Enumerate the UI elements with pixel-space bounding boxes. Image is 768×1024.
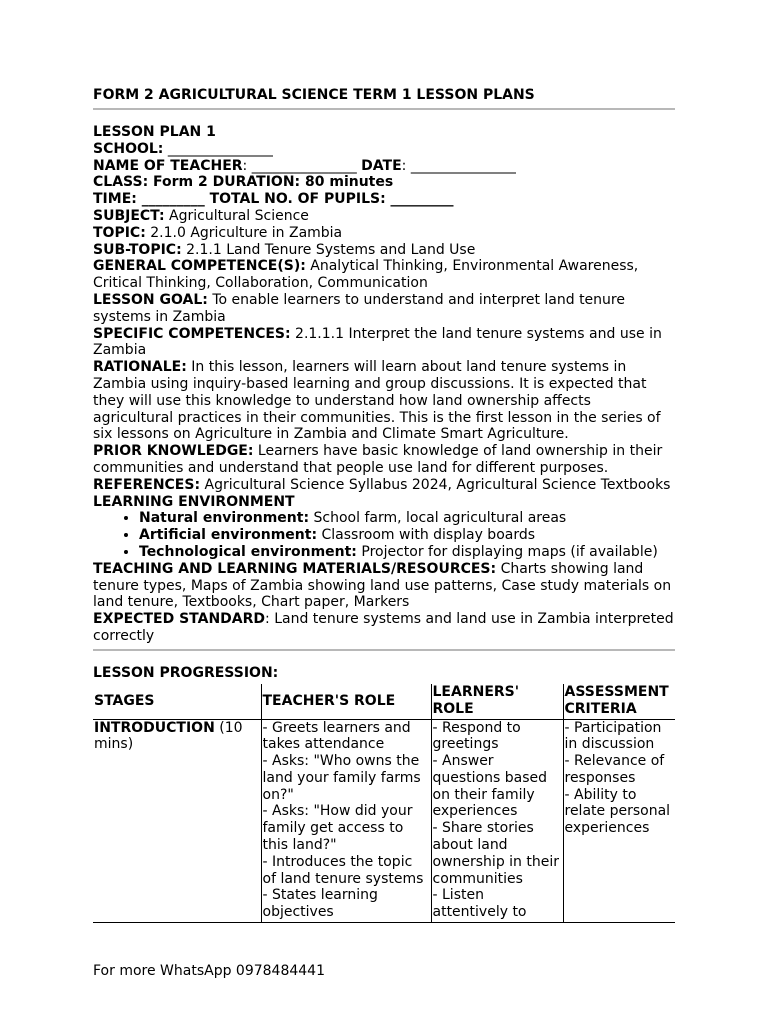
- time-line: TIME: _________ TOTAL NO. OF PUPILS: _________: [93, 191, 454, 208]
- learning-environment-heading: LEARNING ENVIRONMENT: [93, 493, 295, 510]
- lesson-goal: LESSON GOAL: To enable learners to understand and interpret land tenure systems in Zambia: [93, 291, 625, 325]
- learning-environment-list: [93, 510, 675, 560]
- class-line: CLASS: Form 2 DURATION: 80 minutes: [93, 174, 394, 191]
- references: REFERENCES: Agricultural Science Syllabus 2024, Agricultural Science Textbooks: [93, 476, 671, 493]
- lesson-details: [93, 124, 675, 645]
- teacher-line: NAME OF TEACHER: _______________ DATE: _______________: [93, 157, 516, 174]
- specific-competences: SPECIFIC COMPETENCES: 2.1.1.1 Interpret the land tenure systems and use in Zambia: [93, 325, 662, 359]
- footer-contact: For more WhatsApp 0978484441: [93, 963, 325, 979]
- prior-knowledge: PRIOR KNOWLEDGE: Learners have basic knowledge of land ownership in their communities and understand that people use land for different purposes.: [93, 443, 663, 476]
- general-competences: GENERAL COMPETENCE(S): Analytical Thinking, Environmental Awareness, Critical Thinking, Collaboration, Communication: [93, 258, 639, 292]
- header-learners-role: LEARNERS' ROLE: [431, 684, 563, 720]
- rationale: RATIONALE: In this lesson, learners will learn about land tenure systems in Zambia using inquiry-based learning and group discussions. It is expected that they will use this knowledge to understand how land ownership affects agricultural practices in their communities. This is the first lesson in the series of six lessons on Agriculture in Zambia and Climate Smart Agriculture.: [93, 359, 661, 443]
- lesson-progression-table: [93, 684, 675, 923]
- list-item: • Technological environment: Projector for displaying maps (if available): [139, 544, 675, 561]
- lesson-progression-heading: LESSON PROGRESSION:: [93, 664, 279, 681]
- assessment-cell: - Participation in discussion - Relevance of responses - Ability to relate personal experiences: [563, 719, 675, 922]
- section-divider: [93, 649, 675, 651]
- teacher-role-cell: - Greets learners and takes attendance - Asks: "Who owns the land your family farms on?" - Asks: "How did your family get access to this land?" - Introduces the topic of land tenure systems - States learning objectives: [261, 719, 431, 922]
- subtopic-line: SUB-TOPIC: 2.1.1 Land Tenure Systems and Land Use: [93, 241, 476, 258]
- header-stages: STAGES: [94, 692, 155, 709]
- document-page: [93, 86, 675, 923]
- expected-standard: EXPECTED STANDARD: Land tenure systems and land use in Zambia interpreted correctly: [93, 611, 674, 644]
- learners-role-cell: - Respond to greetings - Answer questions based on their family experiences - Share stories about land ownership in their communities - Listen attentively to: [431, 719, 563, 922]
- topic-line: TOPIC: 2.1.0 Agriculture in Zambia: [93, 224, 343, 241]
- stage-cell: INTRODUCTION (10 mins): [94, 719, 243, 753]
- list-item: • Natural environment: School farm, local agricultural areas: [139, 510, 675, 527]
- table-row: [93, 719, 675, 922]
- materials: TEACHING AND LEARNING MATERIALS/RESOURCES: Charts showing land tenure types, Maps of Zambia showing land use patterns, Case study materials on land tenure, Textbooks, Chart paper, Markers: [93, 560, 672, 611]
- title-divider: [93, 108, 675, 110]
- lesson-plan-heading: LESSON PLAN 1: [93, 124, 216, 140]
- document-title: FORM 2 AGRICULTURAL SCIENCE TERM 1 LESSON PLANS: [93, 87, 535, 103]
- subject-line: SUBJECT: Agricultural Science: [93, 207, 309, 224]
- header-teachers-role: TEACHER'S ROLE: [261, 684, 431, 720]
- school-line: SCHOOL: _______________: [93, 140, 273, 157]
- header-assessment-criteria: ASSESSMENT CRITERIA: [563, 684, 675, 720]
- list-item: • Artificial environment: Classroom with display boards: [139, 527, 675, 544]
- table-header-row: [93, 684, 675, 720]
